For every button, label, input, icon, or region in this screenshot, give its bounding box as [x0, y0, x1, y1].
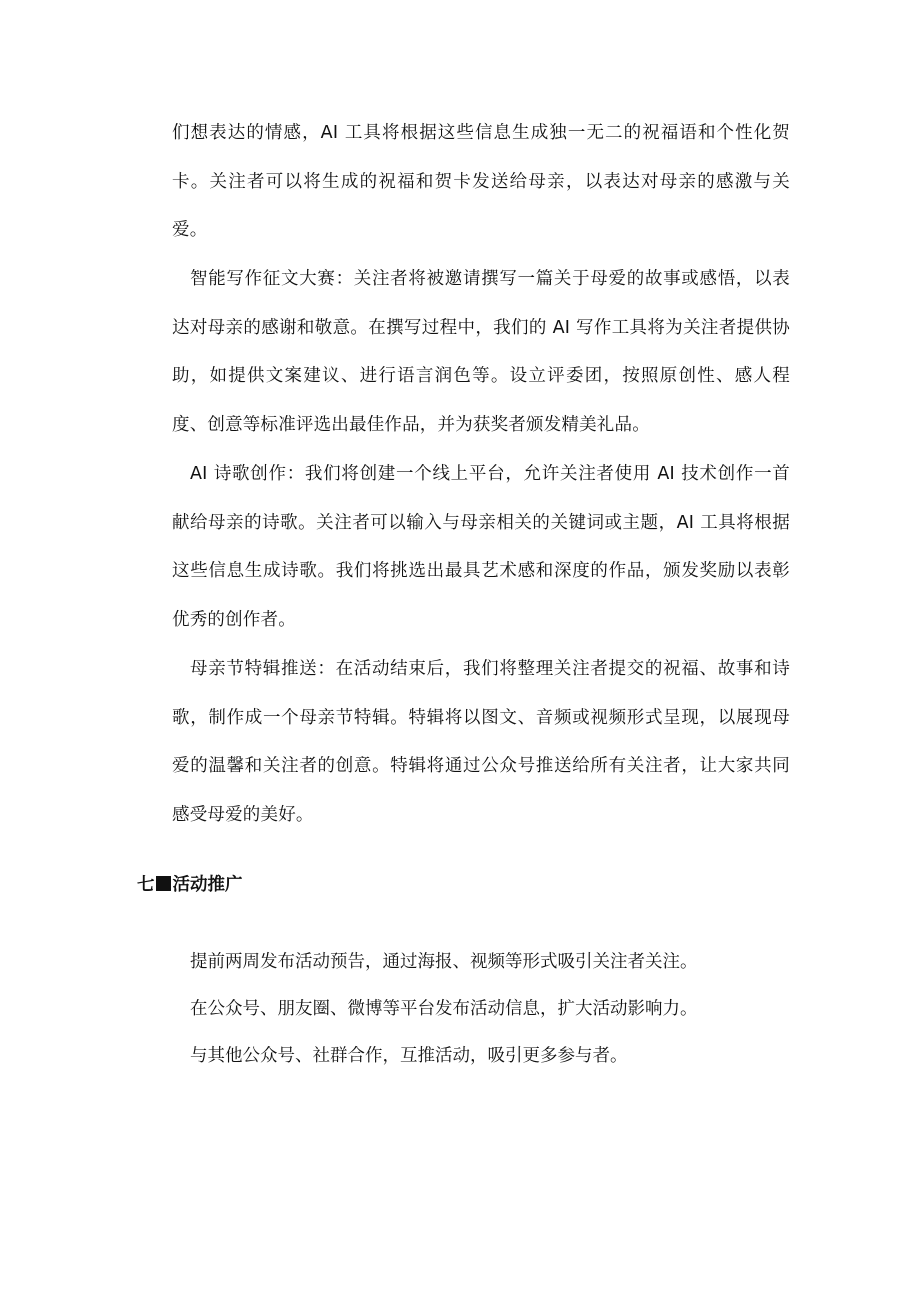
- section-heading: [137, 870, 243, 900]
- promotion-item: 提前两周发布活动预告，通过海报、视频等形式吸引关注者关注。: [190, 952, 698, 972]
- promotion-item: 在公众号、朋友圈、微博等平台发布活动信息，扩大活动影响力。: [190, 999, 698, 1019]
- section-title: 活动推广: [172, 875, 243, 895]
- paragraph-writing-contest: 智能写作征文大赛：关注者将被邀请撰写一篇关于母爱的故事或感悟，以表达对母亲的感谢和敬意。在撰写过程中，我们的 AI 写作工具将为关注者提供协助，如提供文案建议、进行语言润色等。设立评委团，按照原创性、感人程度、创意等标准评选出最佳作品，并为获奖者颁发精美礼品。: [172, 269, 790, 435]
- section-number: 七: [137, 875, 155, 895]
- black-square-icon: [156, 876, 171, 891]
- paragraph-greeting-cards: 们想表达的情感，AI 工具将根据这些信息生成独一无二的祝福语和个性化贺卡。关注者可以将生成的祝福和贺卡发送给母亲，以表达对母亲的感激与关爱。: [172, 123, 790, 240]
- paragraph-special-feature: 母亲节特辑推送：在活动结束后，我们将整理关注者提交的祝福、故事和诗歌，制作成一个母亲节特辑。特辑将以图文、音频或视频形式呈现，以展现母爱的温馨和关注者的创意。特辑将通过公众号推送给所有关注者，让大家共同感受母爱的美好。: [172, 659, 790, 825]
- promotion-item: 与其他公众号、社群合作，互推活动，吸引更多参与者。: [190, 1046, 628, 1066]
- paragraph-poetry-creation: AI 诗歌创作：我们将创建一个线上平台，允许关注者使用 AI 技术创作一首献给母亲的诗歌。关注者可以输入与母亲相关的关键词或主题，AI 工具将根据这些信息生成诗歌。我们将挑选出最具艺术感和深度的作品，颁发奖励以表彰优秀的创作者。: [172, 464, 790, 630]
